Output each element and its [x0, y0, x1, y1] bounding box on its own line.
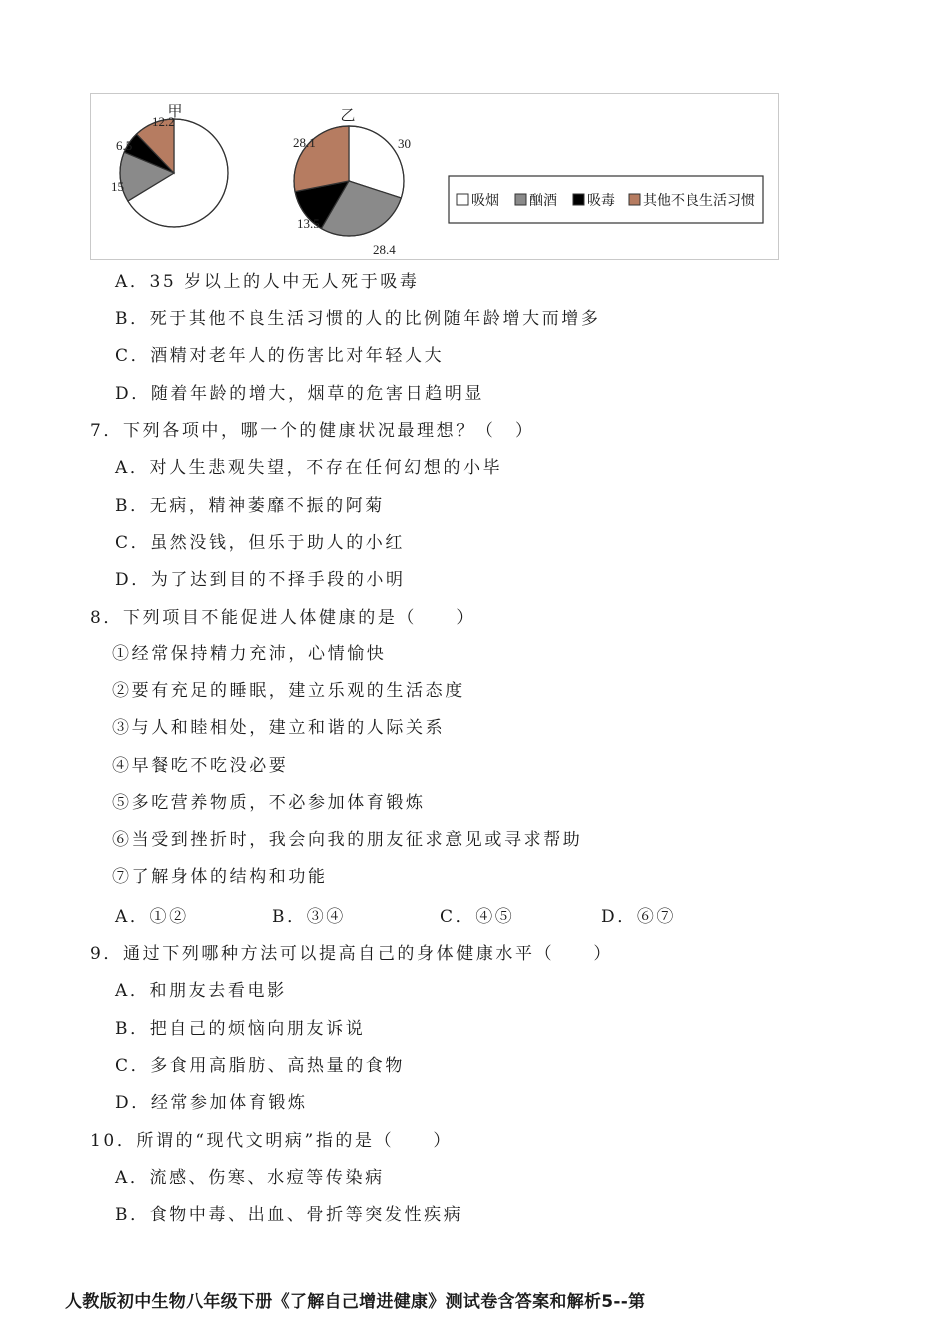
- q10-stem: 10．所谓的“现代文明病”指的是（ ）: [90, 1131, 454, 1151]
- q9-option-d: D．经常参加体育锻炼: [115, 1093, 308, 1113]
- legend-label-2: 吸毒: [587, 193, 615, 209]
- legend-swatch-1: [515, 194, 526, 205]
- q8-item-6: ⑥当受到挫折时，我会向我的朋友征求意见或寻求帮助: [112, 830, 583, 850]
- q6-option-c: C．酒精对老年人的伤害比对年轻人大: [115, 346, 445, 366]
- pie-data-label-jia-1: 15: [111, 179, 124, 194]
- pie-title-jia: 甲: [167, 102, 183, 120]
- legend-label-0: 吸烟: [471, 193, 499, 209]
- pie-data-label-yi-3: 28.1: [293, 135, 316, 150]
- q7-option-b: B．无病，精神萎靡不振的阿菊: [115, 496, 385, 516]
- q9-option-b: B．把自己的烦恼向朋友诉说: [115, 1019, 366, 1039]
- legend-swatch-3: [629, 194, 640, 205]
- q9-option-a: A．和朋友去看电影: [115, 981, 287, 1001]
- q8-item-5: ⑤多吃营养物质，不必参加体育锻炼: [112, 793, 426, 813]
- q7-option-c: C．虽然没钱，但乐于助人的小红: [115, 533, 406, 553]
- q8-item-7: ⑦了解身体的结构和功能: [112, 867, 328, 887]
- page-footer: 人教版初中生物八年级下册《了解自己增进健康》测试卷含答案和解析5--第: [65, 1292, 646, 1312]
- pie-title-yi: 乙: [340, 106, 356, 124]
- pie-data-label-jia-3: 12.2: [152, 114, 175, 129]
- q8-option-d: D．⑥⑦: [601, 907, 677, 927]
- pie-data-label-jia-2: 6.5: [116, 138, 133, 153]
- pie-data-label-yi-1: 28.4: [373, 242, 396, 257]
- pie-chart-figure: [90, 93, 779, 260]
- q8-option-a: A．①②: [115, 907, 189, 927]
- legend-swatch-0: [457, 194, 468, 205]
- legend-label-3: 其他不良生活习惯: [643, 193, 755, 209]
- q7-option-a: A．对人生悲观失望，不存在任何幻想的小毕: [115, 458, 503, 478]
- q8-item-1: ①经常保持精力充沛，心情愉快: [112, 644, 387, 664]
- q7-stem: 7．下列各项中，哪一个的健康状况最理想？（ ）: [90, 421, 535, 441]
- q6-option-d: D．随着年龄的增大，烟草的危害日趋明显: [115, 384, 485, 404]
- q10-option-a: A．流感、伤寒、水痘等传染病: [115, 1168, 385, 1188]
- q8-option-c: C．④⑤: [440, 907, 515, 927]
- q8-item-3: ③与人和睦相处，建立和谐的人际关系: [112, 718, 446, 738]
- legend-label-1: 酗酒: [529, 193, 557, 209]
- q6-option-b: B．死于其他不良生活习惯的人的比例随年龄增大而增多: [115, 309, 601, 329]
- q9-stem: 9．通过下列哪种方法可以提高自己的身体健康水平（ ）: [90, 944, 614, 964]
- q7-option-d: D．为了达到目的不择手段的小明: [115, 570, 406, 590]
- q6-option-a: A．35 岁以上的人中无人死于吸毒: [115, 272, 420, 292]
- q10-option-b: B．食物中毒、出血、骨折等突发性疾病: [115, 1205, 464, 1225]
- q8-stem: 8．下列项目不能促进人体健康的是（ ）: [90, 608, 476, 628]
- legend-swatch-2: [573, 194, 584, 205]
- pie-data-label-yi-0: 30: [398, 136, 411, 151]
- q9-option-c: C．多食用高脂肪、高热量的食物: [115, 1056, 406, 1076]
- pie-chart-canvas: [91, 94, 780, 261]
- q8-item-4: ④早餐吃不吃没必要: [112, 756, 289, 776]
- q8-option-b: B．③④: [272, 907, 346, 927]
- q8-item-2: ②要有充足的睡眠，建立乐观的生活态度: [112, 681, 465, 701]
- pie-data-label-yi-2: 13.5: [297, 216, 320, 231]
